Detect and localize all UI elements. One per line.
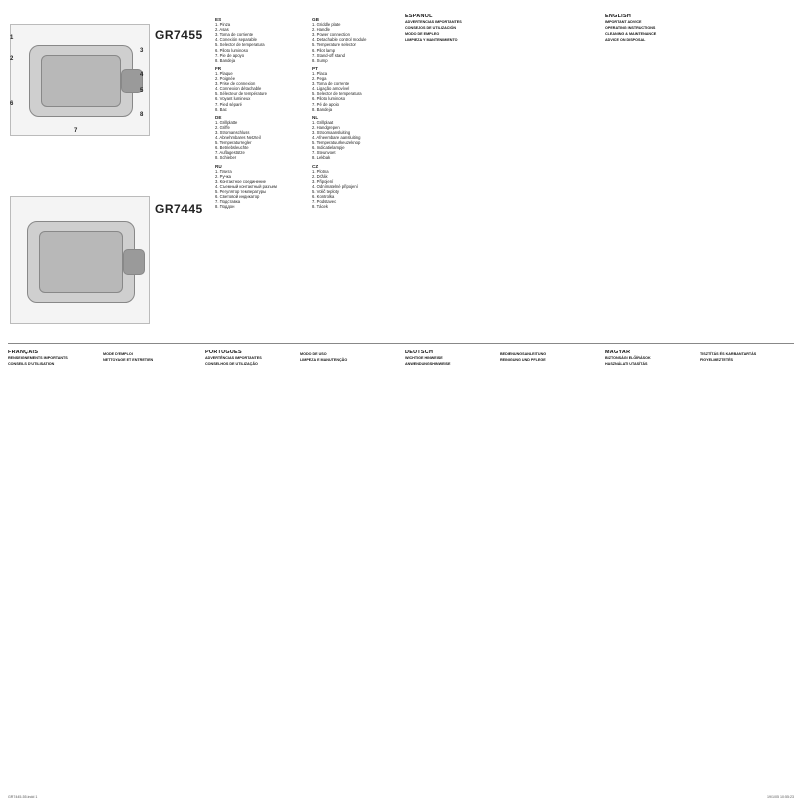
text-column-hu (605, 350, 697, 785)
part-item: 1. Griddle plate (312, 22, 341, 28)
part-item: 5. Selector de temperatura (215, 42, 265, 48)
section-title: DEUTSCH (405, 350, 434, 355)
part-item: 5. Selector de temperatura (312, 91, 362, 97)
part-item: 6. Световой индикатор (215, 194, 260, 200)
subsection-title: IMPORTANT ADVICE (605, 20, 642, 25)
part-item: 8. Bandeja (215, 57, 236, 63)
control-module-drawing-2 (123, 249, 145, 275)
part-item: 2. Asas (215, 27, 229, 33)
callout-number: 6 (10, 100, 14, 107)
lang-code: RU (215, 163, 222, 169)
part-item: 7. Pie de apoyo (215, 52, 245, 58)
part-item: 4. Ligação amovível (312, 86, 350, 92)
part-item: 8. Schieber (215, 155, 237, 161)
part-list-col-1 (215, 14, 307, 209)
part-item: 1. Pinza (215, 22, 231, 28)
subsection-title: ADVERTENCIAS IMPORTANTES (405, 20, 462, 25)
callout-number: 7 (74, 128, 78, 134)
text-column-pt (205, 350, 297, 785)
part-item: 4. Afneembare aansluiting (312, 135, 361, 141)
part-item: 8. Bandeja (312, 106, 333, 112)
text-column-gb (605, 14, 697, 339)
section-title: PORTUGUES (205, 350, 242, 355)
part-item: 6. Piloto luminoso (215, 47, 249, 53)
part-item: 8. Lekbak (312, 155, 331, 161)
footer-timestamp: 19/1/05 10:55:23 (767, 795, 794, 799)
part-item: 7. Pied séparé (215, 101, 243, 107)
part-item: 3. Toma de corriente (215, 32, 254, 38)
part-item: 2. Griffe (215, 124, 230, 130)
callout-number: 2 (10, 56, 14, 62)
lang-code: PT (312, 65, 318, 71)
part-item: 6. Piloto luminoso (312, 96, 346, 102)
part-item: 1. Плита (215, 168, 232, 174)
griddle-surface-drawing (41, 55, 121, 107)
subsection-title: HASZNÁLATI UTASÍTÁS (605, 362, 648, 367)
part-item: 7. Stand-off stand (312, 52, 345, 58)
text-column-gb-2 (700, 14, 792, 339)
part-item: 3. Toma de corrente (312, 81, 350, 87)
subsection-title: BEDIENUNGSANLEITUNG (500, 352, 547, 356)
part-item: 2. Handle (312, 27, 330, 33)
part-item: 2. Poignée (215, 76, 236, 82)
part-item: 3. Контактное соединение (215, 178, 266, 184)
subsection-title: NETTOYAGE ET ENTRETIEN (103, 358, 154, 363)
footer-filename: GR7445-55.indd 1 (8, 795, 38, 799)
lang-code: NL (312, 114, 319, 120)
part-item: 7. Pé de apoio (312, 101, 340, 107)
part-item: 2. Handgrepen (312, 124, 340, 130)
section-title: ENGLISH (605, 14, 632, 19)
part-item: 5. Регулятор температуры (215, 189, 267, 194)
text-column-de (405, 350, 497, 785)
part-item: 3. Stroomaansluiting (312, 129, 351, 135)
text-column-fr (8, 350, 100, 785)
part-item: 8. Sump (312, 57, 328, 63)
part-item: 1. Plotna (312, 168, 329, 174)
text-column-fr-2 (103, 350, 195, 785)
part-item: 6. Betriebsleuchte (215, 145, 249, 151)
subsection-title: ADVICE ON DISPOSAL (605, 38, 646, 43)
griddle-surface-drawing-2 (39, 231, 123, 293)
text-column-de-2 (500, 350, 592, 785)
subsection-title: REINIGUNG UND PFLEGE (500, 358, 546, 363)
part-item: 7. Steunvoet (312, 150, 336, 156)
subsection-title: MODE D'EMPLOI (103, 352, 133, 356)
part-item: 4. Detachable control module (312, 37, 367, 43)
text-column-hu-2 (700, 350, 792, 785)
product-illustration-bottom (10, 196, 150, 324)
part-item: 4. Connexion détachable (215, 86, 262, 92)
part-item: 4. Abnehmbares Netzteil (215, 135, 261, 141)
part-item: 7. Auflagestütze (215, 150, 245, 156)
part-item: 3. Stromanschluss (215, 129, 250, 135)
subsection-title: TISZTÍTÁS ÉS KARBANTARTÁS (700, 352, 757, 356)
horizontal-divider (8, 343, 794, 344)
lang-code: CZ (312, 163, 319, 169)
part-item: 1. Plaque (215, 70, 233, 76)
subsection-title: WICHTIGE HINWEISE (405, 356, 443, 361)
subsection-title: LIMPEZA E MANUTENÇÃO (300, 358, 348, 363)
callout-number: 3 (140, 48, 144, 54)
subsection-title: CONSEJOS DE UTILIZACIÓN (405, 26, 457, 31)
text-column-es-2 (500, 14, 592, 339)
part-item: 6. Pilot lamp (312, 47, 336, 53)
model-label-top: GR7455 (155, 28, 203, 42)
part-item: 2. Držák (312, 173, 328, 179)
part-item: 5. Temperaturregler (215, 140, 252, 146)
part-item: 6. Kontrolka (312, 194, 335, 200)
section-title: FRANÇAIS (8, 350, 39, 355)
product-illustration-top (10, 24, 150, 136)
subsection-title: CONSEILS D'UTILISATION (8, 362, 55, 367)
part-item: 1. Grillplaat (312, 119, 334, 125)
callout-number: 4 (140, 72, 144, 78)
subsection-title: RENSEIGNEMENTS IMPORTANTS (8, 356, 68, 361)
part-item: 1. Placa (312, 70, 328, 76)
subsection-title: ADVERTÊNCIAS IMPORTANTES (205, 356, 262, 361)
part-item: 4. Съемный контактный разъем (215, 183, 277, 189)
part-item: 3. Power connection (312, 32, 350, 38)
lang-code: DE (215, 114, 222, 120)
part-item: 6. Voyant lumineux (215, 96, 251, 102)
part-item: 5. Temperature selector (312, 42, 356, 48)
lang-code: GB (312, 17, 319, 22)
lang-code: ES (215, 17, 222, 22)
part-item: 7. Podstavec (312, 199, 337, 205)
part-item: 6. Indicatielampje (312, 145, 345, 151)
part-item: 8. Tácek (312, 204, 328, 210)
lang-code: FR (215, 65, 222, 71)
subsection-title: MODO DE EMPLEO (405, 32, 440, 37)
subsection-title: OPERATING INSTRUCTIONS (605, 26, 656, 31)
subsection-title: CONSELHOS DE UTILIZAÇÃO (205, 362, 258, 367)
subsection-title: FIGYELMEZTETÉS (700, 358, 733, 363)
callout-number: 8 (140, 112, 144, 118)
callout-number: 5 (140, 88, 144, 94)
part-item: 5. Temperatuurkeuzeknop (312, 140, 361, 146)
part-item: 3. Prise de connexion (215, 81, 256, 87)
part-item: 4. Odnímatelné připojení (312, 183, 358, 189)
subsection-title: BIZTONSÁGI ELŐÍRÁSOK (605, 356, 651, 361)
part-item: 1. Grillplatte (215, 119, 238, 125)
section-title: ESPAÑOL (405, 14, 433, 19)
part-item: 8. Поддон (215, 204, 235, 210)
part-item: 8. Bac (215, 106, 227, 112)
callout-number: 1 (10, 35, 14, 42)
part-item: 5. Volič teploty (312, 189, 340, 194)
part-item: 3. Připojení (312, 178, 334, 184)
section-title: MAGYAR (605, 350, 631, 355)
part-item: 7. Подставка (215, 199, 241, 205)
subsection-title: ANWENDUNGSHINWEISE (405, 362, 451, 367)
part-item: 2. Ручка (215, 173, 231, 179)
subsection-title: LIMPIEZA Y MANTENIMIENTO (405, 38, 458, 43)
part-item: 4. Conexión separable (215, 37, 257, 43)
text-column-es (405, 14, 497, 339)
model-label-bottom: GR7445 (155, 202, 203, 216)
subsection-title: MODO DE USO (300, 352, 327, 356)
subsection-title: CLEANING & MAINTENANCE (605, 32, 657, 37)
part-item: 5. Sélecteur de température (215, 91, 267, 97)
part-item: 2. Pega (312, 76, 327, 82)
text-column-pt-2 (300, 350, 392, 785)
part-list-col-2 (312, 14, 404, 209)
